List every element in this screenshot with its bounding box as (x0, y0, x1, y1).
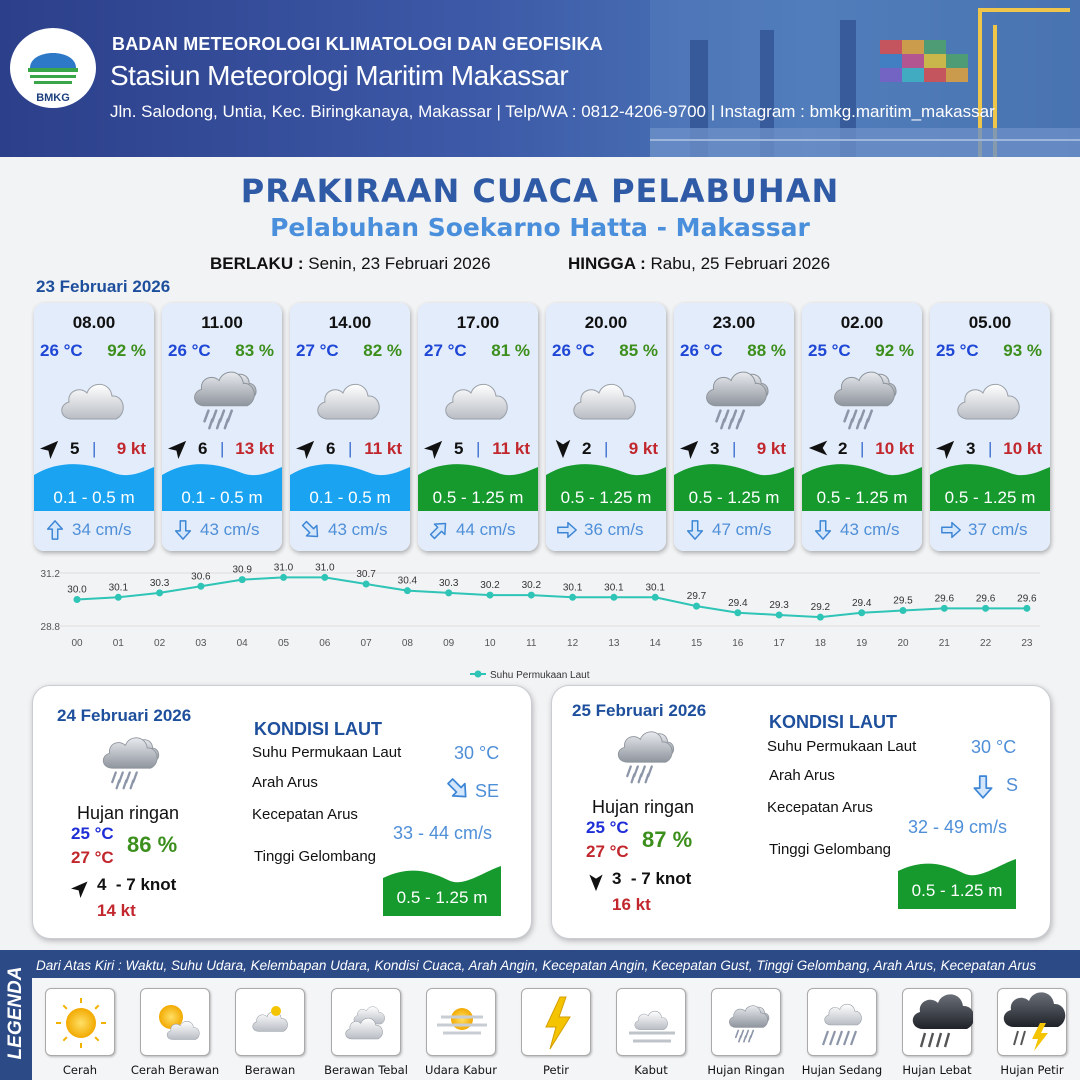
x-tick-label: 15 (690, 638, 703, 649)
wind-speed: 3 (966, 439, 976, 458)
forecast-time: 14.00 (328, 313, 372, 332)
gust-speed: 11 kt (364, 439, 402, 458)
max-temperature: 27 °C (586, 842, 629, 861)
x-tick-label: 04 (236, 638, 248, 649)
data-point (941, 605, 948, 612)
forecast-card (546, 303, 666, 551)
data-point (280, 574, 287, 581)
light-rain-icon (608, 724, 678, 788)
data-label: 30.1 (562, 582, 583, 594)
legend-item-label: Hujan Lebat (902, 1063, 972, 1077)
legend-item-label: Petir (542, 1063, 570, 1077)
data-label: 30.3 (438, 577, 459, 589)
data-point (363, 581, 370, 588)
sea-condition-heading: KONDISI LAUT (769, 712, 897, 732)
wave-height: 0.1 - 0.5 m (181, 488, 263, 507)
wind-speed: 3 (710, 439, 720, 458)
legend-swatch (475, 671, 482, 678)
data-label: 30.2 (521, 580, 542, 592)
wave-height: 0.1 - 0.5 m (53, 488, 135, 507)
data-point (652, 594, 659, 601)
wind-speed: 2 (838, 439, 848, 458)
overcast-icon (438, 365, 518, 433)
x-tick-label: 19 (856, 638, 868, 649)
x-tick-label: 11 (526, 638, 537, 649)
forecast-card (34, 303, 154, 551)
x-tick-label: 12 (567, 638, 579, 649)
data-label: 30.0 (67, 584, 87, 596)
x-tick-label: 02 (154, 638, 166, 649)
light-rain-icon (822, 365, 902, 433)
data-label: 30.7 (356, 569, 376, 581)
day-date: 25 Februari 2026 (572, 701, 707, 720)
current-row (418, 511, 538, 551)
humidity: 88 % (747, 341, 786, 360)
forecast-time: 23.00 (712, 313, 756, 332)
x-tick-label: 13 (608, 638, 620, 649)
current-direction-icon (812, 519, 834, 541)
lightning-icon (521, 988, 591, 1056)
min-temperature: 25 °C (586, 818, 629, 837)
current-direction-icon (300, 519, 322, 541)
sst-label: Suhu Permukaan Laut (252, 744, 402, 761)
data-point (321, 574, 328, 581)
current-direction-value: S (1006, 775, 1019, 795)
legend-item-label: Cerah (62, 1063, 98, 1077)
data-label: 29.2 (810, 602, 831, 614)
air-temperature: 27 °C (424, 341, 467, 360)
daily-forecast-panel (551, 685, 1051, 939)
forecast-card (290, 303, 410, 551)
data-label: 30.1 (108, 582, 129, 594)
gust-speed: 13 kt (235, 439, 274, 458)
forecast-time: 17.00 (456, 313, 500, 332)
x-tick-label: 03 (195, 638, 207, 649)
legend-side-label: LEGENDA (5, 966, 26, 1060)
wind-direction-icon (680, 437, 702, 459)
data-label: 30.6 (191, 571, 211, 583)
page-subtitle: Pelabuhan Soekarno Hatta - Makassar (270, 213, 810, 242)
humidity: 92 % (107, 341, 146, 360)
forecast-time: 11.00 (201, 313, 243, 332)
current-direction-icon (556, 519, 578, 541)
overcast-icon (566, 365, 646, 433)
forecast-time: 08.00 (72, 313, 116, 332)
data-label: 30.9 (232, 564, 252, 576)
x-tick-label: 08 (401, 638, 413, 649)
x-tick-label: 07 (360, 638, 372, 649)
data-point (445, 589, 452, 596)
legend-label: Suhu Permukaan Laut (490, 670, 590, 681)
light-rain-icon (182, 365, 262, 433)
humidity: 85 % (619, 341, 658, 360)
wave-height: 0.5 - 1.25 m (816, 488, 908, 507)
data-point (74, 596, 81, 603)
data-label: 29.6 (975, 593, 996, 605)
day-date: 24 Februari 2026 (57, 706, 192, 725)
data-point (1023, 605, 1030, 612)
wind-direction-icon (936, 437, 958, 459)
sea-surface-temperature-chart (0, 560, 1080, 685)
wave-height: 0.5 - 1.25 m (560, 488, 652, 507)
data-point (239, 576, 246, 583)
legend-item-label: Berawan Tebal (324, 1063, 408, 1077)
moderate-rain-icon (807, 988, 877, 1056)
weather-condition: Hujan ringan (77, 803, 180, 823)
air-temperature: 26 °C (552, 341, 595, 360)
wave-height: 0.5 - 1.25 m (432, 488, 524, 507)
gust-speed: 11 kt (492, 439, 530, 458)
gust-speed: 9 kt (116, 439, 146, 458)
separator: | (732, 439, 737, 458)
separator: | (348, 439, 353, 458)
data-label: 30.1 (645, 582, 665, 594)
x-tick-label: 09 (443, 638, 455, 649)
x-tick-label: 20 (897, 638, 909, 649)
x-tick-label: 16 (732, 638, 744, 649)
data-label: 29.3 (769, 599, 789, 611)
overcast-icon (54, 365, 134, 433)
station-name: Stasiun Meteorologi Maritim Makassar (110, 60, 569, 91)
separator: | (988, 439, 993, 458)
forecast-card (418, 303, 538, 551)
humidity: 82 % (363, 341, 402, 360)
sst-value: 30 °C (971, 737, 1017, 757)
forecast-card (802, 303, 922, 551)
overcast-icon (950, 365, 1030, 433)
x-tick-label: 14 (649, 638, 661, 649)
current-direction-label: Arah Arus (252, 774, 318, 791)
x-tick-label: 21 (938, 638, 950, 649)
wind-speed: 3 - 7 knot (612, 869, 692, 888)
legend-item-label: Udara Kabur (425, 1063, 497, 1077)
wind-direction-icon (552, 437, 574, 459)
agency-name: BADAN METEOROLOGI KLIMATOLOGI DAN GEOFISIKA (112, 34, 603, 54)
data-point (487, 592, 494, 599)
data-label: 29.7 (686, 591, 707, 603)
light-rain-icon (93, 730, 163, 794)
x-tick-label: 01 (112, 638, 124, 649)
air-temperature: 27 °C (296, 341, 339, 360)
data-point (156, 589, 163, 596)
data-label: 31.0 (315, 562, 335, 574)
data-label: 30.2 (480, 580, 500, 592)
page-title: PRAKIRAAN CUACA PELABUHAN (240, 172, 840, 210)
station-address: Jln. Salodong, Untia, Kec. Biringkanaya, Makassar | Telp/WA : 0812-4206-9700 | Instagram : bmkg.maritim_makassar (110, 102, 995, 121)
valid-to: HINGGA : Rabu, 25 Februari 2026 (568, 254, 831, 273)
current-direction-icon (44, 519, 66, 541)
wind-direction-icon (424, 437, 446, 459)
data-label: 29.5 (893, 595, 913, 607)
max-temperature: 27 °C (71, 848, 114, 867)
data-label: 30.4 (397, 575, 418, 587)
data-label: 31.0 (273, 562, 294, 574)
overcast-icon (310, 365, 390, 433)
humidity: 81 % (491, 341, 530, 360)
gust-speed: 16 kt (612, 895, 651, 914)
data-label: 29.4 (851, 597, 872, 609)
weather-condition: Hujan ringan (592, 797, 695, 817)
forecast-time: 02.00 (840, 313, 884, 332)
cloudy-icon (235, 988, 305, 1056)
wind-direction-icon (71, 878, 91, 898)
wave-height: 0.5 - 1.25 m (688, 488, 780, 507)
wind-speed: 2 (582, 439, 592, 458)
current-speed: 47 cm/s (712, 520, 772, 539)
current-direction-icon (445, 776, 471, 802)
gust-speed: 14 kt (97, 901, 136, 920)
current-speed: 36 cm/s (584, 520, 644, 539)
thunderstorm-icon (997, 988, 1067, 1056)
data-label: 29.4 (728, 597, 748, 609)
current-speed-value: 32 - 49 cm/s (908, 817, 1008, 837)
x-tick-label: 18 (814, 638, 826, 649)
current-row (34, 511, 154, 551)
light-rain-icon (711, 988, 781, 1056)
data-point (404, 587, 411, 594)
air-temperature: 26 °C (168, 341, 211, 360)
forecast-card (930, 303, 1050, 551)
current-speed: 43 cm/s (840, 520, 900, 539)
overcast-icon (331, 988, 401, 1056)
header-banner (0, 0, 1080, 157)
sst-value: 30 °C (454, 743, 500, 763)
harbor-illustration-icon (650, 0, 1080, 157)
current-row (290, 511, 410, 551)
current-speed-value: 33 - 44 cm/s (393, 823, 493, 843)
humidity: 86 % (127, 832, 178, 857)
current-row (930, 511, 1050, 551)
valid-from: BERLAKU : Senin, 23 Februari 2026 (210, 254, 491, 273)
x-tick-label: 22 (980, 638, 992, 649)
sun-cloud-icon (140, 988, 210, 1056)
wind-speed: 6 (198, 439, 208, 458)
forecast-time: 20.00 (584, 313, 628, 332)
svg-text:BMKG: BMKG (36, 92, 70, 104)
x-tick-label: 00 (71, 638, 83, 649)
wind-direction-icon (586, 872, 606, 892)
data-point (858, 609, 865, 616)
data-point (734, 609, 741, 616)
wave-height-value: 0.5 - 1.25 m (911, 881, 1003, 900)
wind-direction-icon (40, 437, 62, 459)
y-tick-label: 31.2 (40, 569, 60, 580)
haze-icon (426, 988, 496, 1056)
data-point (528, 592, 535, 599)
data-label: 29.6 (1017, 593, 1037, 605)
current-direction-icon (684, 519, 706, 541)
legend-item-label: Cerah Berawan (130, 1063, 220, 1077)
heavy-rain-icon (902, 988, 972, 1056)
x-tick-label: 17 (773, 638, 785, 649)
current-speed-label: Kecepatan Arus (252, 806, 358, 823)
gust-speed: 10 kt (1003, 439, 1042, 458)
separator: | (476, 439, 481, 458)
legend-item-label: Kabut (634, 1063, 668, 1077)
current-speed: 44 cm/s (456, 520, 516, 539)
wave-height-value: 0.5 - 1.25 m (396, 888, 488, 907)
air-temperature: 26 °C (680, 341, 723, 360)
min-temperature: 25 °C (71, 824, 114, 843)
data-label: 30.1 (604, 582, 624, 594)
forecast-card (674, 303, 794, 551)
air-temperature: 26 °C (40, 341, 83, 360)
data-point (982, 605, 989, 612)
gust-speed: 9 kt (756, 439, 786, 458)
current-direction-icon (970, 774, 996, 800)
current-row (162, 511, 282, 551)
separator: | (860, 439, 865, 458)
fog-icon (616, 988, 686, 1056)
y-tick-label: 28.8 (40, 622, 60, 633)
x-tick-label: 23 (1021, 638, 1033, 649)
wind-direction-icon (168, 437, 190, 459)
separator: | (220, 439, 225, 458)
daily-forecast-panel (32, 685, 532, 939)
humidity: 83 % (235, 341, 274, 360)
gust-speed: 9 kt (628, 439, 658, 458)
x-tick-label: 10 (484, 638, 496, 649)
data-point (197, 583, 204, 590)
x-tick-label: 06 (319, 638, 331, 649)
data-point (900, 607, 907, 614)
wind-speed: 6 (326, 439, 336, 458)
current-speed: 43 cm/s (328, 520, 388, 539)
current-speed-label: Kecepatan Arus (767, 799, 873, 816)
current-direction-value: SE (475, 781, 500, 801)
current-direction-icon (428, 519, 450, 541)
forecast-card (162, 303, 282, 551)
data-label: 29.6 (934, 593, 955, 605)
sst-label: Suhu Permukaan Laut (767, 738, 917, 755)
wind-speed: 5 (70, 439, 80, 458)
forecast-time: 05.00 (968, 313, 1012, 332)
legend-item-label: Hujan Petir (1000, 1063, 1064, 1077)
forecast-date: 23 Februari 2026 (36, 277, 171, 296)
air-temperature: 25 °C (808, 341, 851, 360)
gust-speed: 10 kt (875, 439, 914, 458)
current-row (802, 511, 922, 551)
current-direction-label: Arah Arus (769, 767, 835, 784)
legend-item-label: Hujan Sedang (801, 1063, 883, 1077)
data-point (569, 594, 576, 601)
wind-speed: 4 - 7 knot (97, 875, 177, 894)
wind-direction-icon (808, 437, 830, 459)
wave-height-label: Tinggi Gelombang (254, 848, 377, 865)
sea-condition-heading: KONDISI LAUT (254, 719, 382, 739)
wave-height: 0.5 - 1.25 m (944, 488, 1036, 507)
wave-height-label: Tinggi Gelombang (769, 841, 892, 858)
data-point (115, 594, 122, 601)
data-point (776, 611, 783, 618)
data-label: 30.3 (149, 577, 170, 589)
current-row (674, 511, 794, 551)
air-temperature: 25 °C (936, 341, 979, 360)
bmkg-logo (10, 28, 96, 108)
separator: | (604, 439, 609, 458)
legend-description: Dari Atas Kiri : Waktu, Suhu Udara, Kelembapan Udara, Kondisi Cuaca, Arah Angin, Kecepatan Angin, Kecepatan Gust, Tinggi Gelombang, Arah Arus, Kecepatan Arus (36, 958, 1037, 973)
wind-direction-icon (296, 437, 318, 459)
data-point (693, 603, 700, 610)
current-speed: 37 cm/s (968, 520, 1028, 539)
current-row (546, 511, 666, 551)
wave-height: 0.1 - 0.5 m (309, 488, 391, 507)
separator: | (92, 439, 97, 458)
x-tick-label: 05 (277, 638, 290, 649)
current-direction-icon (172, 519, 194, 541)
legend-item-label: Berawan (244, 1063, 296, 1077)
legend-item-label: Hujan Ringan (707, 1063, 785, 1077)
light-rain-icon (694, 365, 774, 433)
humidity: 93 % (1003, 341, 1042, 360)
current-speed: 43 cm/s (200, 520, 260, 539)
data-point (817, 614, 824, 621)
wind-speed: 5 (454, 439, 464, 458)
humidity: 92 % (875, 341, 914, 360)
current-speed: 34 cm/s (72, 520, 132, 539)
current-direction-icon (940, 519, 962, 541)
series-line (77, 577, 1027, 617)
humidity: 87 % (642, 827, 693, 852)
data-point (610, 594, 617, 601)
sun-icon (45, 988, 115, 1056)
